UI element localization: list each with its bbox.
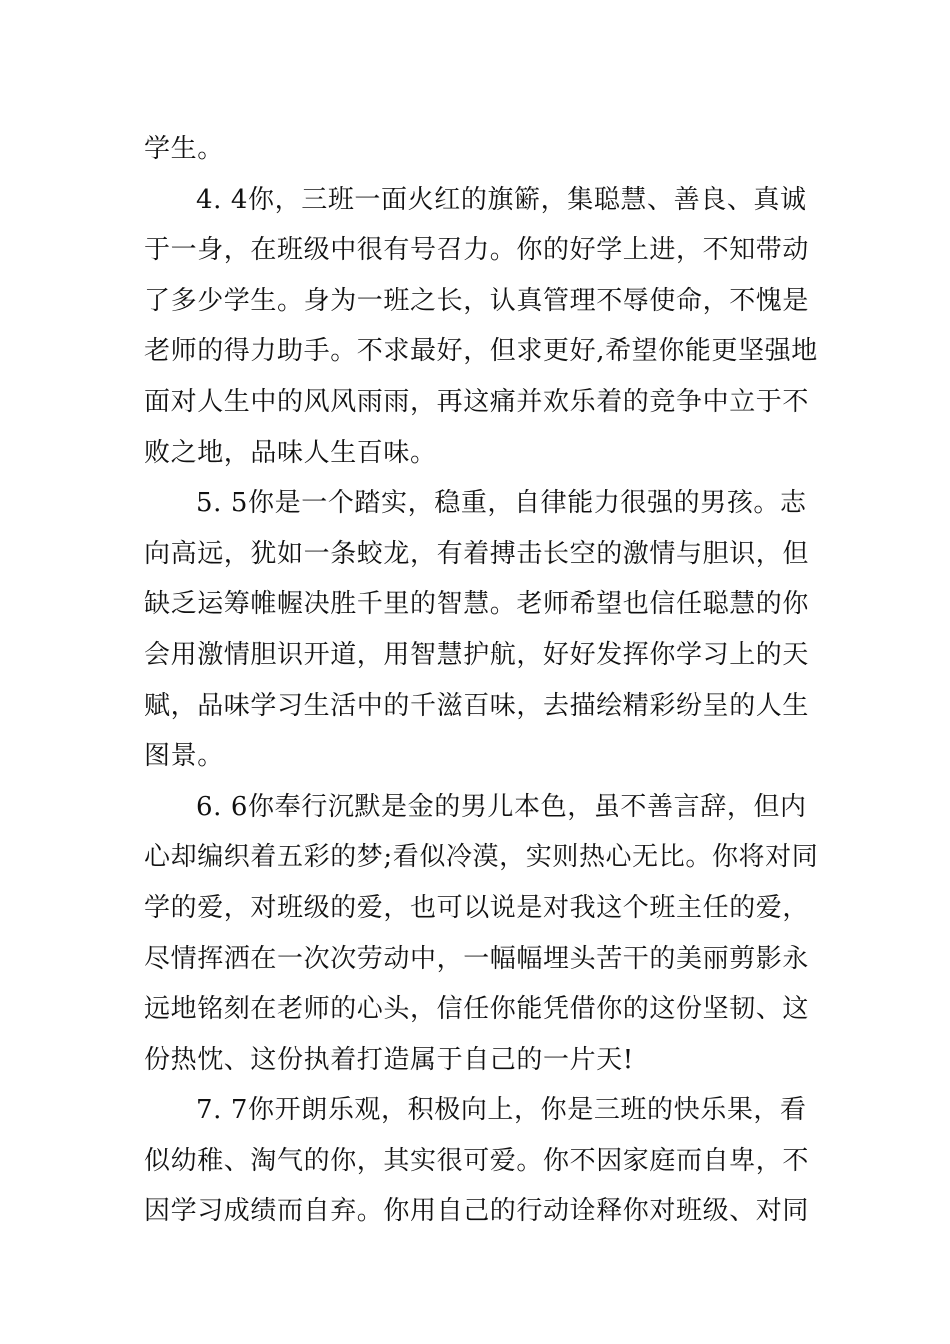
paragraph-5-start: 5. 5你是一个踏实，稳重，自律能力很强的男孩。志 [196,488,807,519]
text-line: 赋，品味学习生活中的千滋百味，去描绘精彩纷呈的人生 [144,690,810,721]
text-line: 缺乏运筹帷幄决胜千里的智慧。老师希望也信任聪慧的你 [144,589,810,620]
text-line: 似幼稚、淘气的你，其实很可爱。你不因家庭而自卑，不 [144,1145,810,1176]
text-line: 因学习成绩而自弃。你用自己的行动诠释你对班级、对同 [144,1196,810,1227]
text-line: 于一身，在班级中很有号召力。你的好学上进，不知带动 [144,235,810,266]
text-line: 败之地，品味人生百味。 [144,437,437,468]
text-line: 尽情挥洒在一次次劳动中，一幅幅埋头苦干的美丽剪影永 [144,943,810,974]
text-line: 学生。 [144,134,224,164]
text-line: 会用激情胆识开道，用智慧护航，好好发挥你学习上的天 [144,639,810,670]
text-line: 学的爱，对班级的爱，也可以说是对我这个班主任的爱， [144,892,810,923]
paragraph-7-start: 7. 7你开朗乐观，积极向上，你是三班的快乐果，看 [196,1095,807,1126]
document-body [144,124,819,1237]
text-line: 份热忱、这份执着打造属于自己的一片天! [144,1044,634,1075]
text-line: 心却编织着五彩的梦;看似冷漠，实则热心无比。你将对同 [144,842,819,873]
paragraph-6-start: 6. 6你奉行沉默是金的男儿本色，虽不善言辞，但内 [196,791,807,822]
text-line: 老师的得力助手。不求最好，但求更好,希望你能更坚强地 [144,336,818,367]
text-line: 面对人生中的风风雨雨，再这痛并欢乐着的竞争中立于不 [144,386,810,417]
text-line: 图景。 [144,741,224,772]
text-line: 远地铭刻在老师的心头，信任你能凭借你的这份坚韧、这 [144,994,810,1025]
text-line: 向高远，犹如一条蛟龙，有着搏击长空的激情与胆识，但 [144,538,810,569]
paragraph-4-start: 4. 4你，三班一面火红的旗簖，集聪慧、善良、真诚 [196,184,807,215]
text-line: 了多少学生。身为一班之长，认真管理不辱使命，不愧是 [144,285,810,316]
